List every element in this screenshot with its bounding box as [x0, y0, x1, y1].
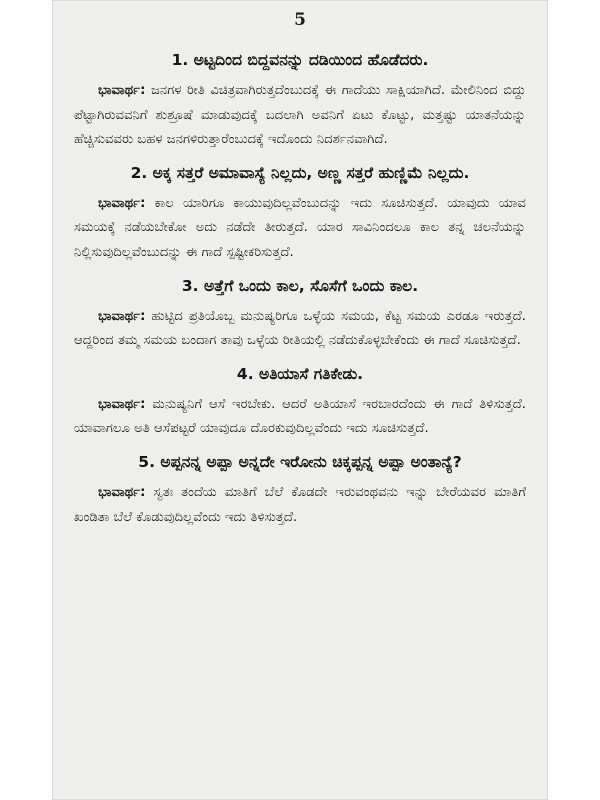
proverb-heading: 5. ಅಪ್ಪನನ್ನ ಅಪ್ಪಾ ಅನ್ನದೇ ಇರೋನು ಚಿಕ್ಕಪ್ಪನ್ನ ಅಪ್ಪಾ ಅಂತಾನ್ಯೆ?	[138, 452, 462, 471]
meaning-text: ಕಾಲ ಯಾರಿಗೂ ಕಾಯುವುದಿಲ್ಲವೆಂಬುದನ್ನು ಇದು ಸೂಚಿಸುತ್ತದೆ. ಯಾವುದು ಯಾವ ಸಮಯಕ್ಕೆ ನಡೆಯಬೇಕೋ ಅದು ನಡೆದೇ ತೀರುತ್ತದೆ. ಯಾರ ಸಾವಿನಿಂದಲೂ ಕಾಲ ತನ್ನ ಚಲನೆಯನ್ನು ನಿಲ್ಲಿಸುವುದಿಲ್ಲವೆಂಬುದನ್ನು ಈ ಗಾದೆ ಸ್ಪಷ್ಟೀಕರಿಸುತ್ತದೆ.	[74, 195, 526, 260]
proverb-heading: 1. ಅಟ್ಟದಿಂದ ಬಿದ್ದವನನ್ನು ದಡಿಯಿಂದ ಹೊಡೆದರು.	[171, 51, 429, 69]
meaning-text: ಜನಗಳ ರೀತಿ ವಿಚಿತ್ರವಾಗಿರುತ್ತದೆಂಬುದಕ್ಕೆ ಈ ಗಾದೆಯು ಸಾಕ್ಷಿಯಾಗಿದೆ. ಮೇಲಿನಿಂದ ಬಿದ್ದು ಪೆಟ್ಟಾಗಿರುವವನಿಗೆ ಶುಶ್ರೂಷೆ ಮಾಡುವುದಕ್ಕೆ ಬದಲಾಗಿ ಅವನಿಗೆ ಏಟು ಕೊಟ್ಟು, ಮತ್ತಷ್ಟು ಯಾತನೆಯನ್ನು ಹೆಚ್ಚಿಸುವವರು ಬಹಳ ಜನಗಳಿರುತ್ತಾರೆಂಬುದಕ್ಕೆ ಇದೊಂದು ನಿದರ್ಶನವಾಗಿದೆ.	[74, 83, 526, 148]
page-number: 5	[294, 10, 306, 30]
book-page	[52, 0, 548, 800]
meaning-label: ಭಾವಾರ್ಥ:	[98, 396, 146, 412]
meaning-label: ಭಾವಾರ್ಥ:	[98, 83, 146, 98]
meaning-label: ಭಾವಾರ್ಥ:	[98, 195, 146, 211]
proverb-heading: 2. ಅಕ್ಕ ಸತ್ತರೆ ಅಮಾವಾಸ್ಯೆ ನಿಲ್ಲದು, ಅಣ್ಣ ಸತ್ತರೆ ಹುಣ್ಣಿಮೆ ನಿಲ್ಲದು.	[130, 163, 470, 182]
meaning-paragraph	[74, 393, 526, 442]
meaning-paragraph	[74, 481, 526, 530]
meaning-paragraph	[74, 192, 526, 266]
meaning-paragraph	[74, 79, 526, 153]
meaning-text: ಹುಟ್ಟಿದ ಪ್ರತಿಯೊಬ್ಬ ಮನುಷ್ಯರಿಗೂ ಒಳ್ಳೆಯ ಸಮಯ, ಕೆಟ್ಟ ಸಮಯ ಎರಡೂ ಇರುತ್ತದೆ. ಆದ್ದರಿಂದ ತಮ್ಮ ಸಮಯ ಬಂದಾಗ ತಾವು ಒಳ್ಳೆಯ ರೀತಿಯಲ್ಲಿ ನಡೆದುಕೊಳ್ಳಬೇಕೆಂದು ಈ ಗಾದೆ ಸೂಚಿಸುತ್ತದೆ.	[74, 308, 526, 349]
meaning-label: ಭಾವಾರ್ಥ:	[98, 308, 146, 324]
meaning-text: ಸ್ವತಃ ತಂದೆಯ ಮಾತಿಗೆ ಬೆಲೆ ಕೊಡದೇ ಇರುವಂಥವನು ಇನ್ನು ಬೇರೆಯವರ ಮಾತಿಗೆ ಖಂಡಿತಾ ಬೆಲೆ ಕೊಡುವುದಿಲ್ಲವೆಂದು ಇದು ತಿಳಿಸುತ್ತದೆ.	[74, 484, 526, 525]
meaning-label: ಭಾವಾರ್ಥ:	[98, 484, 146, 500]
proverb-heading: 3. ಅತ್ತೆಗೆ ಒಂದು ಕಾಲ, ಸೊಸೆಗೆ ಒಂದು ಕಾಲ.	[181, 276, 419, 295]
page-content	[74, 44, 526, 538]
meaning-text: ಮನುಷ್ಯನಿಗೆ ಆಸೆ ಇರಬೇಕು. ಆದರೆ ಅತಿಯಾಸೆ ಇರಬಾರದೆಂದು ಈ ಗಾದೆ ತಿಳಿಸುತ್ತದೆ. ಯಾವಾಗಲೂ ಅತಿ ಆಸೆಪಟ್ಟರೆ ಯಾವುದೂ ದೊರಕುವುದಿಲ್ಲವೆಂದು ಇದು ಸೂಚಿಸುತ್ತದೆ.	[74, 396, 526, 437]
proverb-heading: 4. ಅತಿಯಾಸೆ ಗತಿಕೇಡು.	[236, 364, 364, 383]
meaning-paragraph	[74, 305, 526, 354]
